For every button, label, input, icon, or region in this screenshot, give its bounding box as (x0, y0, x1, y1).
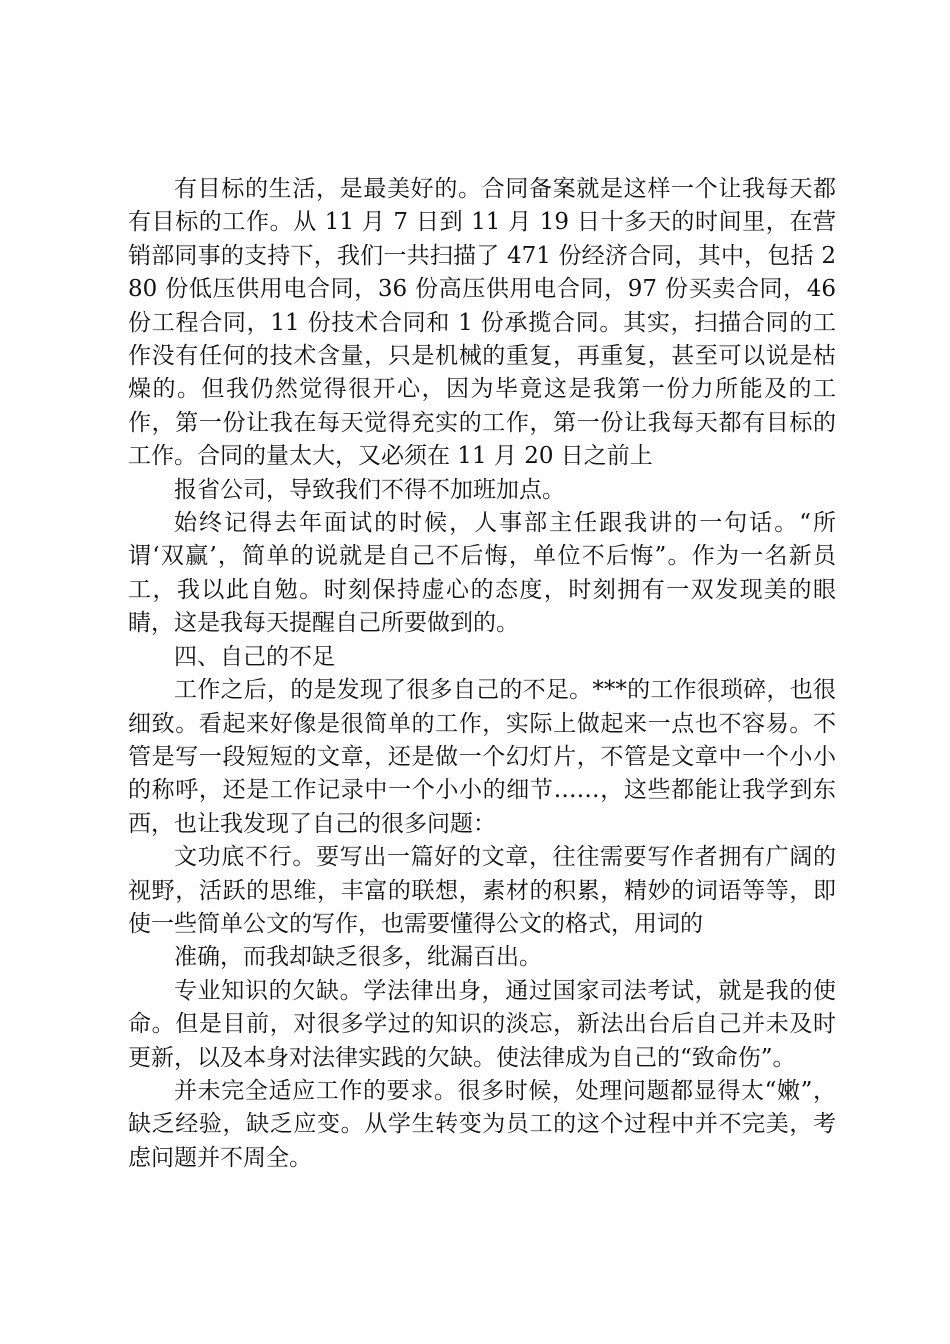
document-body (128, 173, 836, 1175)
paragraph-contract-filing: 有目标的生活，是最美好的。合同备案就是这样一个让我每天都有目标的工作。从 11 月 7 日到 11 月 19 日十多天的时间里，在营销部同事的支持下，我们一共扫描了 471 份经济合同，其中，包括 280 份低压供用电合同，36 份高压供用电合同，97 份买卖合同，46 份工程合同，11 份技术合同和 1 份承揽合同。其实，扫描合同的工作没有任何的技术含量，只是机械的重复，再重复，甚至可以说是枯燥的。但我仍然觉得很开心，因为毕竟这是我第一份力所能及的工作，第一份让我在每天觉得充实的工作，第一份让我每天都有目标的工作。合同的量太大，又必须在 11 月 20 日之前上 (128, 176, 836, 470)
paragraph-work-adaptation: 并未完全适应工作的要求。很多时候，处理问题都显得太“嫩”，缺乏经验，缺乏应变。从学生转变为员工的这个过程中并不完美，考虑问题并不周全。 (128, 1077, 836, 1171)
paragraph-interview-memory: 始终记得去年面试的时候，人事部主任跟我讲的一句话。“所谓‘双赢’，简单的说就是自己不后悔，单位不后悔”。作为一名新员工，我以此自勉。时刻保持虚心的态度，时刻拥有一双发现美的眼睛，这是我每天提醒自己所要做到的。 (128, 510, 836, 637)
paragraph-writing-skill: 文功底不行。要写出一篇好的文章，往往需要写作者拥有广阔的视野，活跃的思维，丰富的联想，素材的积累，精妙的词语等等，即使一些简单公文的写作，也需要懂得公文的格式，用词的 (128, 844, 836, 937)
paragraph-report-overtime: 报省公司，导致我们不得不加班加点。 (174, 476, 565, 503)
paragraph-writing-skill-cont: 准确，而我却缺乏很多，纰漏百出。 (174, 944, 542, 971)
paragraph-shortcomings-intro: 工作之后，的是发现了很多自己的不足。***的工作很琐碎，也很细致。看起来好像是很简单的工作，实际上做起来一点也不容易。不管是写一段短短的文章，还是做一个幻灯片，不管是文章中一个小小的称呼，还是工作记录中一个小小的细节……，这些都能让我学到东西，也让我发现了自己的很多问题： (128, 677, 836, 837)
paragraph-professional-knowledge: 专业知识的欠缺。学法律出身，通过国家司法考试，就是我的使命。但是目前，对很多学过的知识的淡忘，新法出台后自己并未及时更新，以及本身对法律实践的欠缺。使法律成为自己的“致命伤”。 (128, 977, 836, 1071)
section-heading-shortcomings: 四、自己的不足 (174, 643, 335, 670)
